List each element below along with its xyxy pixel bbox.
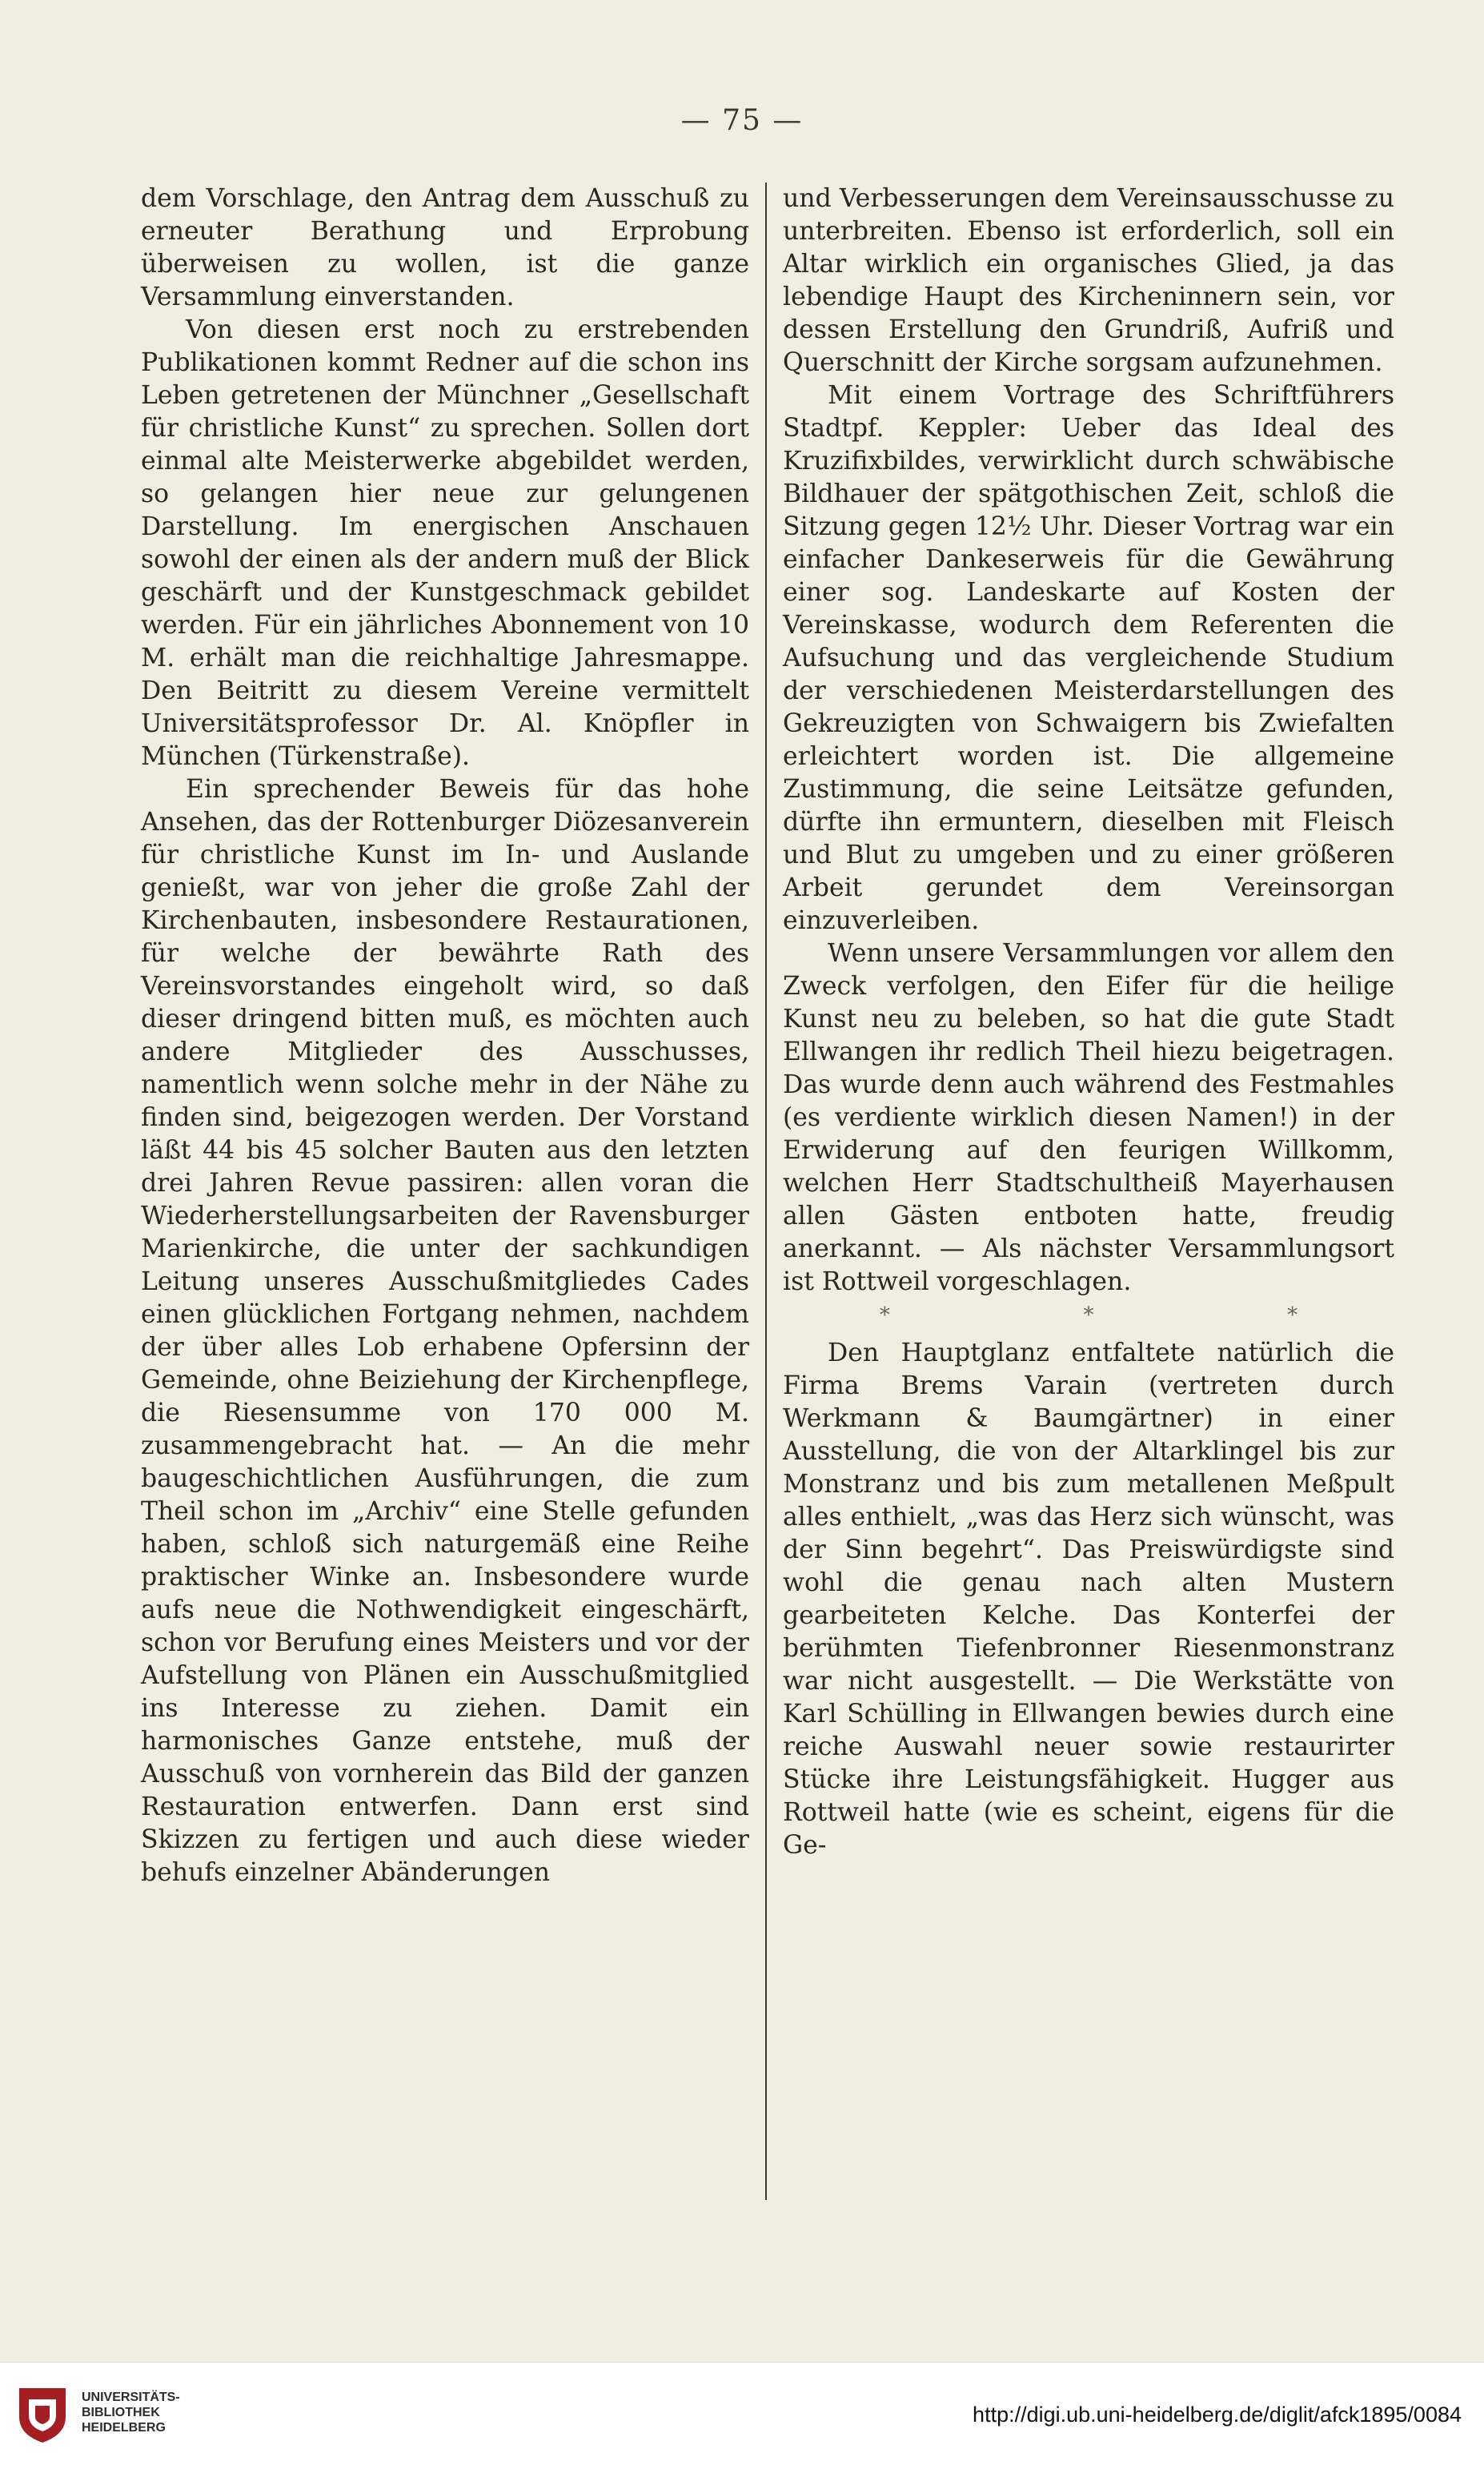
asterisk-mark: * [879, 1303, 890, 1327]
page-number: — 75 — [680, 104, 804, 137]
paragraph: Mit einem Vortrage des Schriftführers Stadtpf. Keppler: Ueber das Ideal des Kruzifixbildes, verwirklicht durch schwäbische Bildhauer der spätgothischen Zeit, schloß die Sitzung gegen 12½ Uhr. Dieser Vortrag war ein einfacher Dankeserweis für die Gewährung einer sog. Landeskarte auf Kosten der Vereinskasse, wodurch dem Referenten die Aufsuchung und das vergleichende Studium der verschiedenen Meisterdarstellungen des Gekreuzigten von Schwaigern bis Zwiefalten erleichtert worden ist. Die allgemeine Zustimmung, die seine Leitsätze gefunden, dürfte ihn ermuntern, dieselben mit Fleisch und Blut zu umgeben und zu einer größeren Arbeit gerundet dem Vereinsorgan einzuverleiben. [783, 381, 1394, 935]
paragraph: Von diesen erst noch zu erstrebenden Publikationen kommt Redner auf die schon ins Leben getretenen der Münchner „Gesellschaft für christliche Kunst“ zu sprechen. Sollen dort einmal alte Meisterwerke abgebildet werden, so gelangen hier neue zur gelungenen Darstellung. Im energischen Anschauen sowohl der einen als der andern muß der Blick geschärft und der Kunstgeschmack gebildet werden. Für ein jährliches Abonnement von 10 M. erhält man die reichhaltige Jahresmappe. Den Beitritt zu diesem Vereine vermittelt Universitätsprofessor Dr. Al. Knöpfler in München (Türkenstraße). [141, 315, 749, 771]
left-column [141, 183, 749, 1889]
paragraph: und Verbesserungen dem Vereinsausschusse zu unterbreiten. Ebenso ist erforderlich, soll ein Altar wirklich ein organisches Glied, ja das lebendige Haupt des Kircheninnern sein, vor dessen Erstellung den Grundriß, Aufriß und Querschnitt der Kirche sorgsam aufzunehmen. [783, 184, 1394, 377]
right-column-bottom [783, 1337, 1394, 1862]
library-name-line: HEIDELBERG [82, 2421, 166, 2435]
library-name [82, 2390, 180, 2435]
right-column [783, 183, 1394, 1862]
section-separator [783, 1303, 1394, 1327]
right-column-top [783, 183, 1394, 1299]
university-seal-icon [14, 2382, 70, 2444]
paragraph: Wenn unsere Versammlungen vor allem den Zweck verfolgen, den Eifer für die heilige Kunst neu zu beleben, so hat die gute Stadt Ellwangen ihr redlich Theil hiezu beigetragen. Das wurde denn auch während des Festmahles (es verdiente wirklich diesen Namen!) in der Erwiderung auf den feurigen Willkomm, welchen Herr Stadtschultheiß Mayerhausen allen Gästen entboten hatte, freudig anerkannt. — Als nächster Versammlungsort ist Rottweil vorgeschlagen. [783, 939, 1394, 1296]
paragraph: dem Vorschlage, den Antrag dem Ausschuß zu erneuter Berathung und Erprobung überweisen zu wollen, ist die ganze Versammlung einverstanden. [141, 184, 749, 311]
paragraph: Ein sprechender Beweis für das hohe Ansehen, das der Rottenburger Diözesanverein für christliche Kunst im In- und Auslande genießt, war von jeher die große Zahl der Kirchenbauten, insbesondere Restaurationen, für welche der bewährte Rath des Vereinsvorstandes eingeholt wird, so daß dieser dringend bitten muß, es möchten auch andere Mitglieder des Ausschusses, namentlich wenn solche mehr in der Nähe zu finden sind, beigezogen werden. Der Vorstand läßt 44 bis 45 solcher Bauten aus den letzten drei Jahren Revue passiren: allen voran die Wiederherstellungsarbeiten der Ravensburger Marienkirche, die unter der sachkundigen Leitung unseres Ausschußmitgliedes Cades einen glücklichen Fortgang nehmen, nachdem der über alles Lob erhabene Opfersinn der Gemeinde, ohne Beiziehung der Kirchenpflege, die Riesensumme von 170 000 M. zusammengebracht hat. — An die mehr baugeschichtlichen Ausführungen, die zum Theil schon im „Archiv“ eine Stelle gefunden haben, schloß sich naturgemäß eine Reihe praktischer Winke an. Insbesondere wurde aufs neue die Nothwendigkeit eingeschärft, schon vor Berufung eines Meisters und vor der Aufstellung von Plänen ein Ausschußmitglied ins Interesse zu ziehen. Damit ein harmonisches Ganze entstehe, muß der Ausschuß von vornherein das Bild der ganzen Restauration entwerfen. Dann erst sind Skizzen zu fertigen und auch diese wieder behufs einzelner Abänderungen [141, 775, 749, 1887]
library-name-line: UNIVERSITÄTS- [82, 2391, 180, 2404]
paragraph: Den Hauptglanz entfaltete natürlich die Firma Brems Varain (vertreten durch Werkmann & Baumgärtner) in einer Ausstellung, die von der Altarklingel bis zur Monstranz und bis zum metallenen Meßpult alles enthielt, „was das Herz sich wünscht, was der Sinn begehrt“. Das Preiswürdigste sind wohl die genau nach alten Mustern gearbeiteten Kelche. Das Konterfei der berühmten Tiefenbronner Riesenmonstranz war nicht ausgestellt. — Die Werkstätte von Karl Schülling in Ellwangen bewies durch eine reiche Auswahl neuer sowie restaurirter Stücke ihre Leistungsfähigkeit. Hugger aus Rottweil hatte (wie es scheint, eigens für die Ge- [783, 1339, 1394, 1860]
footer [0, 2362, 1484, 2465]
asterisk-mark: * [1083, 1303, 1094, 1327]
source-url[interactable]: http://digi.ub.uni-heidelberg.de/diglit/afck1895/0084 [973, 2403, 1462, 2427]
library-name-line: BIBLIOTHEK [82, 2406, 160, 2419]
column-divider [765, 183, 767, 2200]
asterisk-mark: * [1287, 1303, 1298, 1327]
